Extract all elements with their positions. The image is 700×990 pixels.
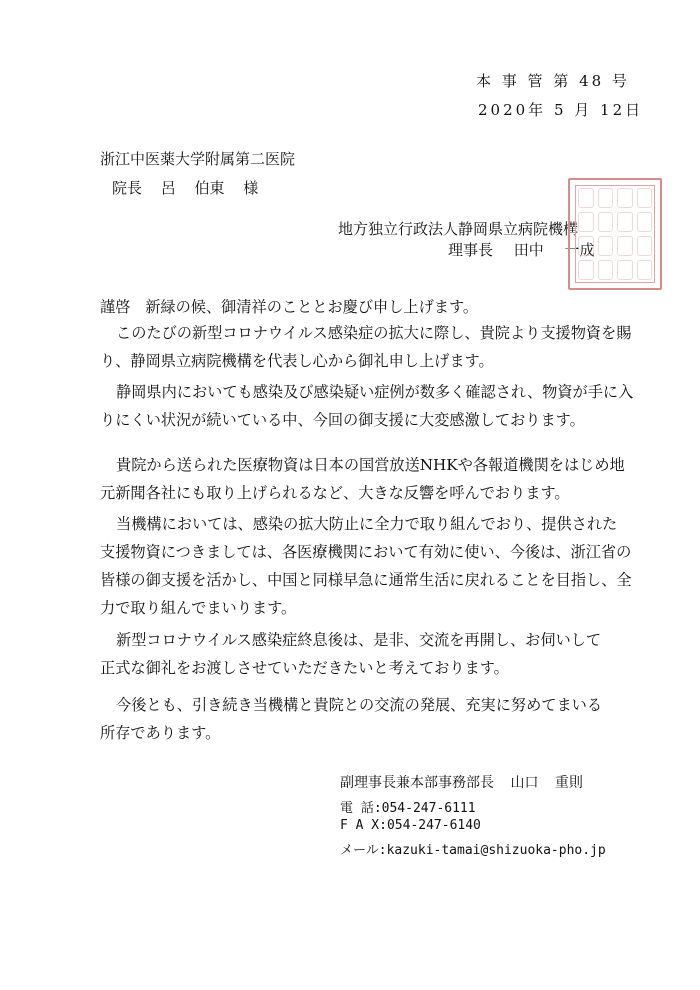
sender-organization: 地方独立行政法人静岡県立病院機構 <box>338 220 579 238</box>
paragraph-efforts <box>100 510 632 622</box>
paragraph-media <box>100 451 625 507</box>
contact-fax: F A X:054-247-6140 <box>340 818 481 833</box>
paragraph-closing <box>100 691 620 747</box>
paragraph-line: 力で取り組んでまいります。 <box>100 599 297 617</box>
paragraph-line: 正式な御礼をお渡しさせていただきたいと考えております。 <box>100 659 509 677</box>
paragraph-line: このたびの新型コロナウイルス感染症の拡大に際し、貴院より支援物資を賜 <box>116 324 632 342</box>
paragraph-line: 所存であります。 <box>100 724 221 742</box>
paragraph-line: 貴院から送られた医療物資は日本の国営放送NHKや各報道機関をはじめ地 <box>116 456 625 474</box>
document-number: 本 事 管 第 48 号 <box>476 72 630 90</box>
recipient-name: 院長 呂 伯東 様 <box>112 179 259 197</box>
paragraph-line: 静岡県内においても感染及び感染疑い症例が数多く確認され、物資が手に入 <box>116 383 634 401</box>
sender-name: 理事長 田中 一成 <box>448 241 595 259</box>
paragraph-line: り、静岡県立病院機構を代表し心から御礼申し上げます。 <box>100 352 494 370</box>
paragraph-line: 支援物資につきましては、各医療機関において有効に使い、今後は、浙江省の <box>100 543 632 561</box>
opening-greeting: 謹啓 新緑の候、御清祥のこととお慶び申し上げます。 <box>100 298 479 316</box>
paragraph-line: 皆様の御支援を活かし、中国と同様早急に通常生活に戻れることを目指し、全 <box>100 571 632 589</box>
paragraph-line: 今後とも、引き続き当機構と貴院との交流の発展、充実に努めてまいる <box>116 696 602 714</box>
recipient-organization: 浙江中医薬大学附属第二医院 <box>100 150 296 168</box>
paragraph-line: 新型コロナウイルス感染症終息後は、是非、交流を再開し、お伺いして <box>116 631 602 649</box>
contact-person: 副理事長兼本部事務部長 山口 重則 <box>340 775 583 791</box>
paragraph-line: 元新聞各社にも取り上げられるなど、大きな反響を呼んでおります。 <box>100 484 570 502</box>
paragraph-future-visit <box>100 626 620 682</box>
paragraph-line: りにくい状況が続いている中、今回の御支援に大変感激しております。 <box>100 411 585 429</box>
paragraph-gratitude <box>100 319 632 375</box>
document-date: 2020年 5 月 12日 <box>478 101 644 119</box>
contact-email: メール:kazuki-tamai@shizuoka-pho.jp <box>340 843 606 858</box>
official-seal-stamp <box>568 178 662 290</box>
contact-phone: 電 話:054-247-6111 <box>340 801 476 816</box>
paragraph-situation <box>100 378 634 434</box>
paragraph-line: 当機構においては、感染の拡大防止に全力で取り組んでおり、提供された <box>116 515 618 533</box>
